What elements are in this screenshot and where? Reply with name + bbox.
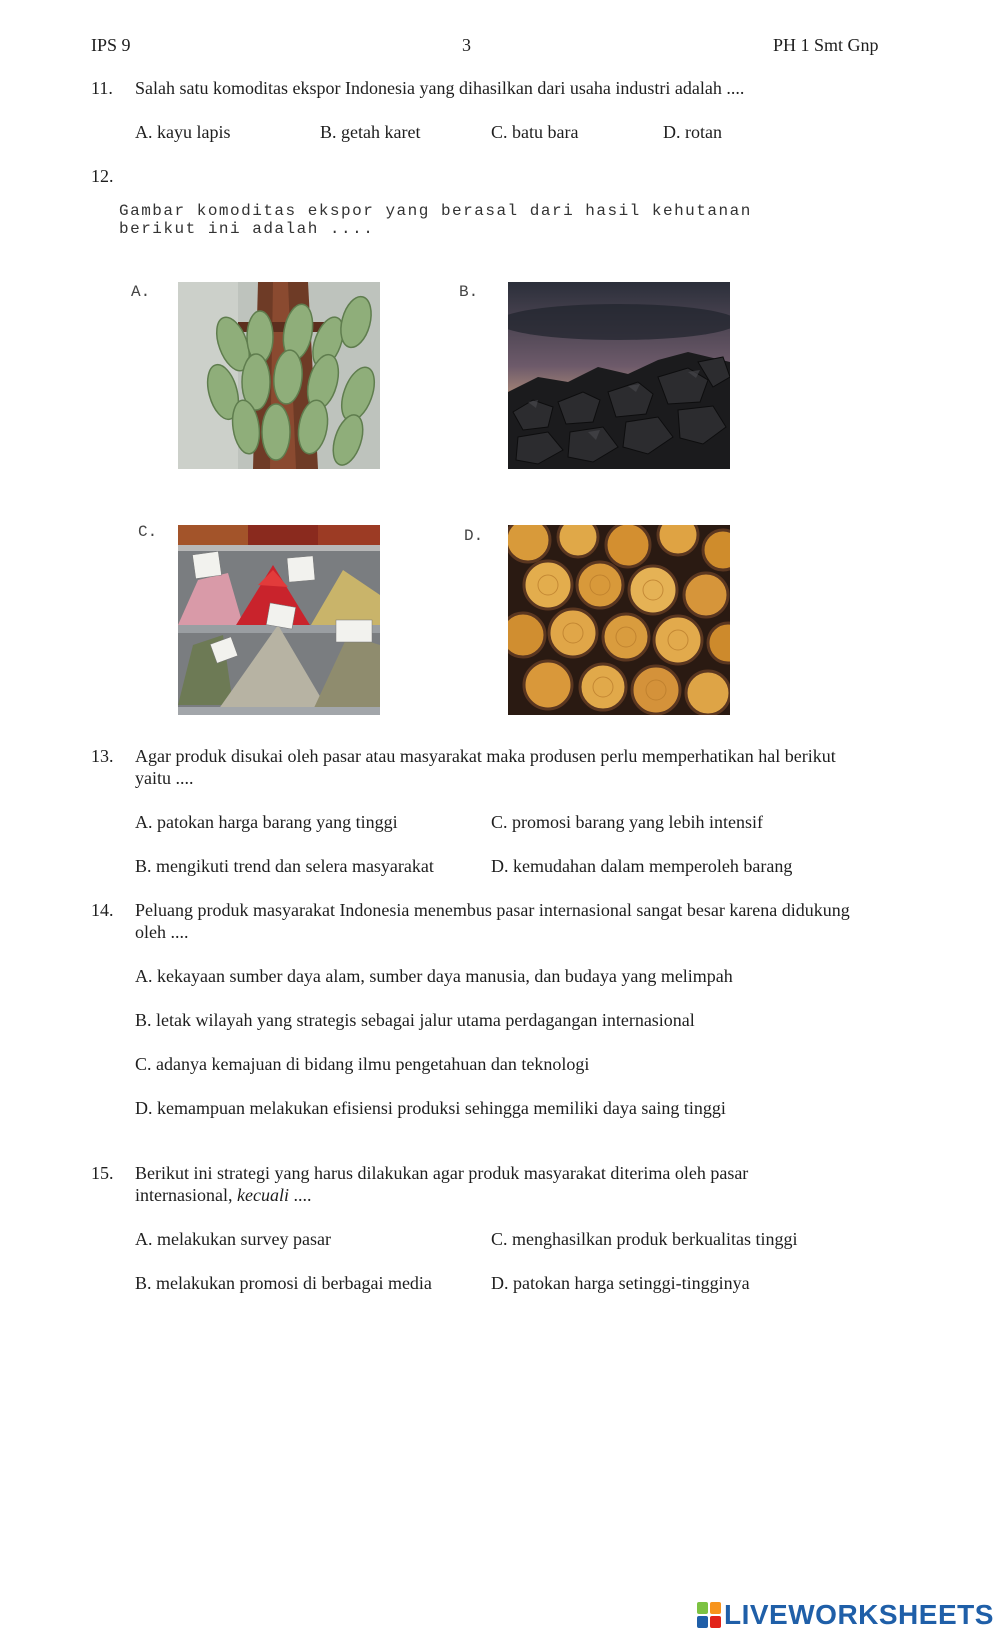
q13-option-d[interactable]: D. kemudahan dalam memperoleh barang xyxy=(491,856,793,876)
q14-option-d[interactable]: D. kemampuan melakukan efisiensi produksi sehingga memiliki daya saing tinggi xyxy=(135,1098,726,1118)
liveworksheets-logo[interactable] xyxy=(697,1600,994,1630)
timber-logs-image[interactable] xyxy=(508,525,730,715)
q15-option-c[interactable]: C. menghasilkan produk berkualitas tinggi xyxy=(491,1229,798,1249)
logo-square-red xyxy=(710,1616,721,1628)
q15-option-b[interactable]: B. melakukan promosi di berbagai media xyxy=(135,1273,432,1293)
page-number: 3 xyxy=(462,35,471,55)
q13-option-c[interactable]: C. promosi barang yang lebih intensif xyxy=(491,812,763,832)
q11-option-d[interactable]: D. rotan xyxy=(663,122,722,142)
q14-option-c[interactable]: C. adanya kemajuan di bidang ilmu pengetahuan dan teknologi xyxy=(135,1054,590,1074)
q11-option-b[interactable]: B. getah karet xyxy=(320,122,421,142)
q13-number: 13. xyxy=(91,746,114,766)
q12-number: 12. xyxy=(91,166,114,186)
q14-option-a[interactable]: A. kekayaan sumber daya alam, sumber daya manusia, dan budaya yang melimpah xyxy=(135,966,733,986)
header-subject: IPS 9 xyxy=(91,35,131,55)
q11-option-a[interactable]: A. kayu lapis xyxy=(135,122,231,142)
q15-option-d[interactable]: D. patokan harga setinggi-tingginya xyxy=(491,1273,750,1293)
liveworksheets-logo-icon xyxy=(697,1602,721,1628)
q14-number: 14. xyxy=(91,900,114,920)
spices-market-image[interactable] xyxy=(178,525,380,715)
q15-line2-prefix: internasional, xyxy=(135,1185,237,1205)
q11-number: 11. xyxy=(91,78,113,98)
logo-square-green xyxy=(697,1602,708,1614)
cocoa-pods-image[interactable] xyxy=(178,282,380,469)
q14-text-line1: Peluang produk masyarakat Indonesia menembus pasar internasional sangat besar karena didukung xyxy=(135,900,850,920)
q13-text-line2: yaitu .... xyxy=(135,768,194,788)
q12-text-line1: Gambar komoditas ekspor yang berasal dari hasil kehutanan xyxy=(119,202,752,220)
q15-text-line2 xyxy=(135,1184,311,1207)
q13-text-line1: Agar produk disukai oleh pasar atau masyarakat maka produsen perlu memperhatikan hal berikut xyxy=(135,746,836,766)
q15-number: 15. xyxy=(91,1163,114,1183)
q11-option-c[interactable]: C. batu bara xyxy=(491,122,579,142)
header-exam-code: PH 1 Smt Gnp xyxy=(773,35,879,55)
q12-label-b: B. xyxy=(459,283,479,301)
logo-square-blue xyxy=(697,1616,708,1628)
q12-label-c: C. xyxy=(138,523,158,541)
q14-option-b[interactable]: B. letak wilayah yang strategis sebagai jalur utama perdagangan internasional xyxy=(135,1010,695,1030)
q15-option-a[interactable]: A. melakukan survey pasar xyxy=(135,1229,331,1249)
logo-square-orange xyxy=(710,1602,721,1614)
q12-text-line2: berikut ini adalah .... xyxy=(119,220,375,238)
q12-label-a: A. xyxy=(131,283,151,301)
q15-line2-suffix: .... xyxy=(288,1185,312,1205)
q13-option-b[interactable]: B. mengikuti trend dan selera masyarakat xyxy=(135,856,434,876)
q11-text: Salah satu komoditas ekspor Indonesia yang dihasilkan dari usaha industri adalah .... xyxy=(135,78,745,98)
liveworksheets-logo-text: LIVEWORKSHEETS xyxy=(724,1599,994,1630)
q14-text-line2: oleh .... xyxy=(135,922,189,942)
coal-pile-image[interactable] xyxy=(508,282,730,469)
q15-line2-italic: kecuali xyxy=(236,1185,289,1205)
q13-option-a[interactable]: A. patokan harga barang yang tinggi xyxy=(135,812,398,832)
q15-text-line1: Berikut ini strategi yang harus dilakukan agar produk masyarakat diterima oleh pasar xyxy=(135,1163,749,1183)
q12-label-d: D. xyxy=(464,527,484,545)
